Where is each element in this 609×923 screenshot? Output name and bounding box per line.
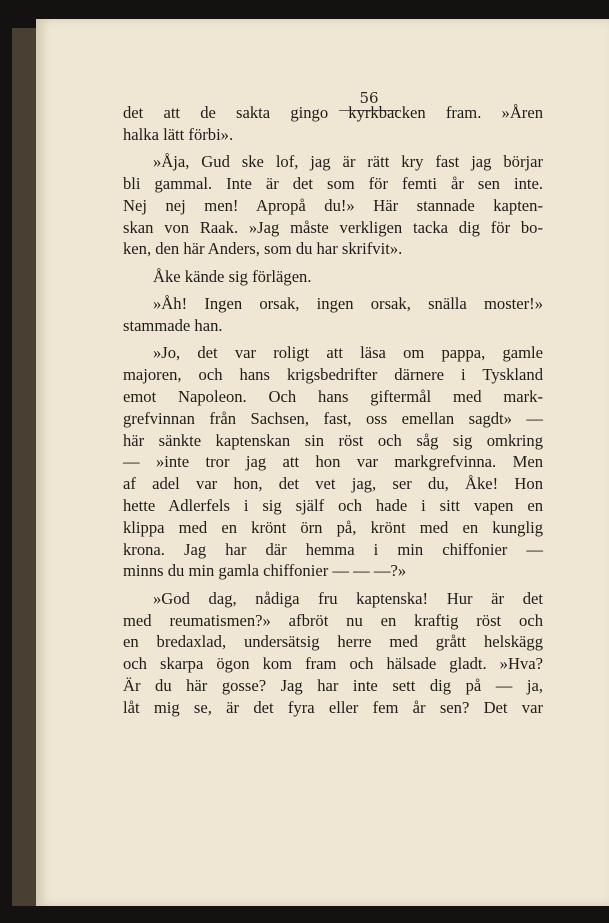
paragraph	[123, 151, 543, 260]
text-line: med reumatismen?» afbröt nu en kraftig röst och	[123, 610, 543, 630]
paragraph	[123, 102, 543, 146]
paragraph	[123, 293, 543, 337]
text-line: klippa med en krönt örn på, krönt med en kunglig	[123, 517, 543, 537]
text-line: låt mig se, är det fyra eller fem år sen? Det var	[123, 697, 543, 717]
text-line: en bredaxlad, undersätsig herre med grått helskägg	[123, 632, 543, 652]
text-line: »Åja, Gud ske lof, jag är rätt kry fast jag börjar	[153, 152, 543, 172]
text-line: »Åh! Ingen orsak, ingen orsak, snälla moster!»	[153, 294, 543, 314]
text-line: stammade han.	[123, 315, 223, 335]
text-line: minns du min gamla chiffonier — — —?»	[123, 561, 407, 581]
text-line: »God dag, nådiga fru kaptenska! Hur är det	[153, 588, 543, 608]
page-number: 56	[324, 89, 414, 107]
text-line: ken, den här Anders, som du har skrifvit».	[123, 239, 403, 259]
body-text	[123, 102, 543, 718]
text-line: emot Napoleon. Och hans giftermål med mark-	[123, 386, 543, 406]
text-line: halka lätt förbi».	[123, 124, 234, 144]
text-line: af adel var hon, det vet jag, ser du, Åke! Hon	[123, 474, 543, 494]
text-line: »Jo, det var roligt att läsa om pappa, gamle	[153, 343, 543, 363]
text-line: Åke kände sig förlägen.	[153, 266, 312, 286]
paragraph	[123, 266, 543, 288]
text-line: grefvinnan från Sachsen, fast, oss emellan sagdt» —	[123, 408, 543, 428]
text-line: majoren, och hans krigsbedrifter därnere i Tyskland	[123, 365, 543, 385]
paragraph	[123, 342, 543, 582]
text-line: — »inte tror jag att hon var markgrefvinna. Men	[123, 452, 543, 472]
paragraph	[123, 588, 543, 719]
text-line: bli gammal. Inte är det som för femti år sen inte.	[123, 173, 543, 193]
text-line: krona. Jag har där hemma i min chiffonier —	[123, 539, 543, 559]
text-line: Är du här gosse? Jag har inte sett dig på — ja,	[123, 675, 543, 695]
text-line: Nej nej men! Apropå du!» Här stannade kapten-	[123, 195, 543, 215]
text-line: hette Adlerfels i sig själf och hade i sitt vapen en	[123, 495, 543, 515]
text-line: skan von Raak. »Jag måste verkligen tacka dig för bo-	[123, 217, 543, 237]
text-line: och skarpa ögon kom fram och hälsade gladt. »Hva?	[123, 654, 543, 674]
text-line: det att de sakta gingo kyrkbacken fram. »Åren	[123, 103, 543, 122]
text-line: här sänkte kaptenskan sin röst och såg sig omkring	[123, 430, 543, 450]
book-gutter-edge	[12, 28, 38, 906]
